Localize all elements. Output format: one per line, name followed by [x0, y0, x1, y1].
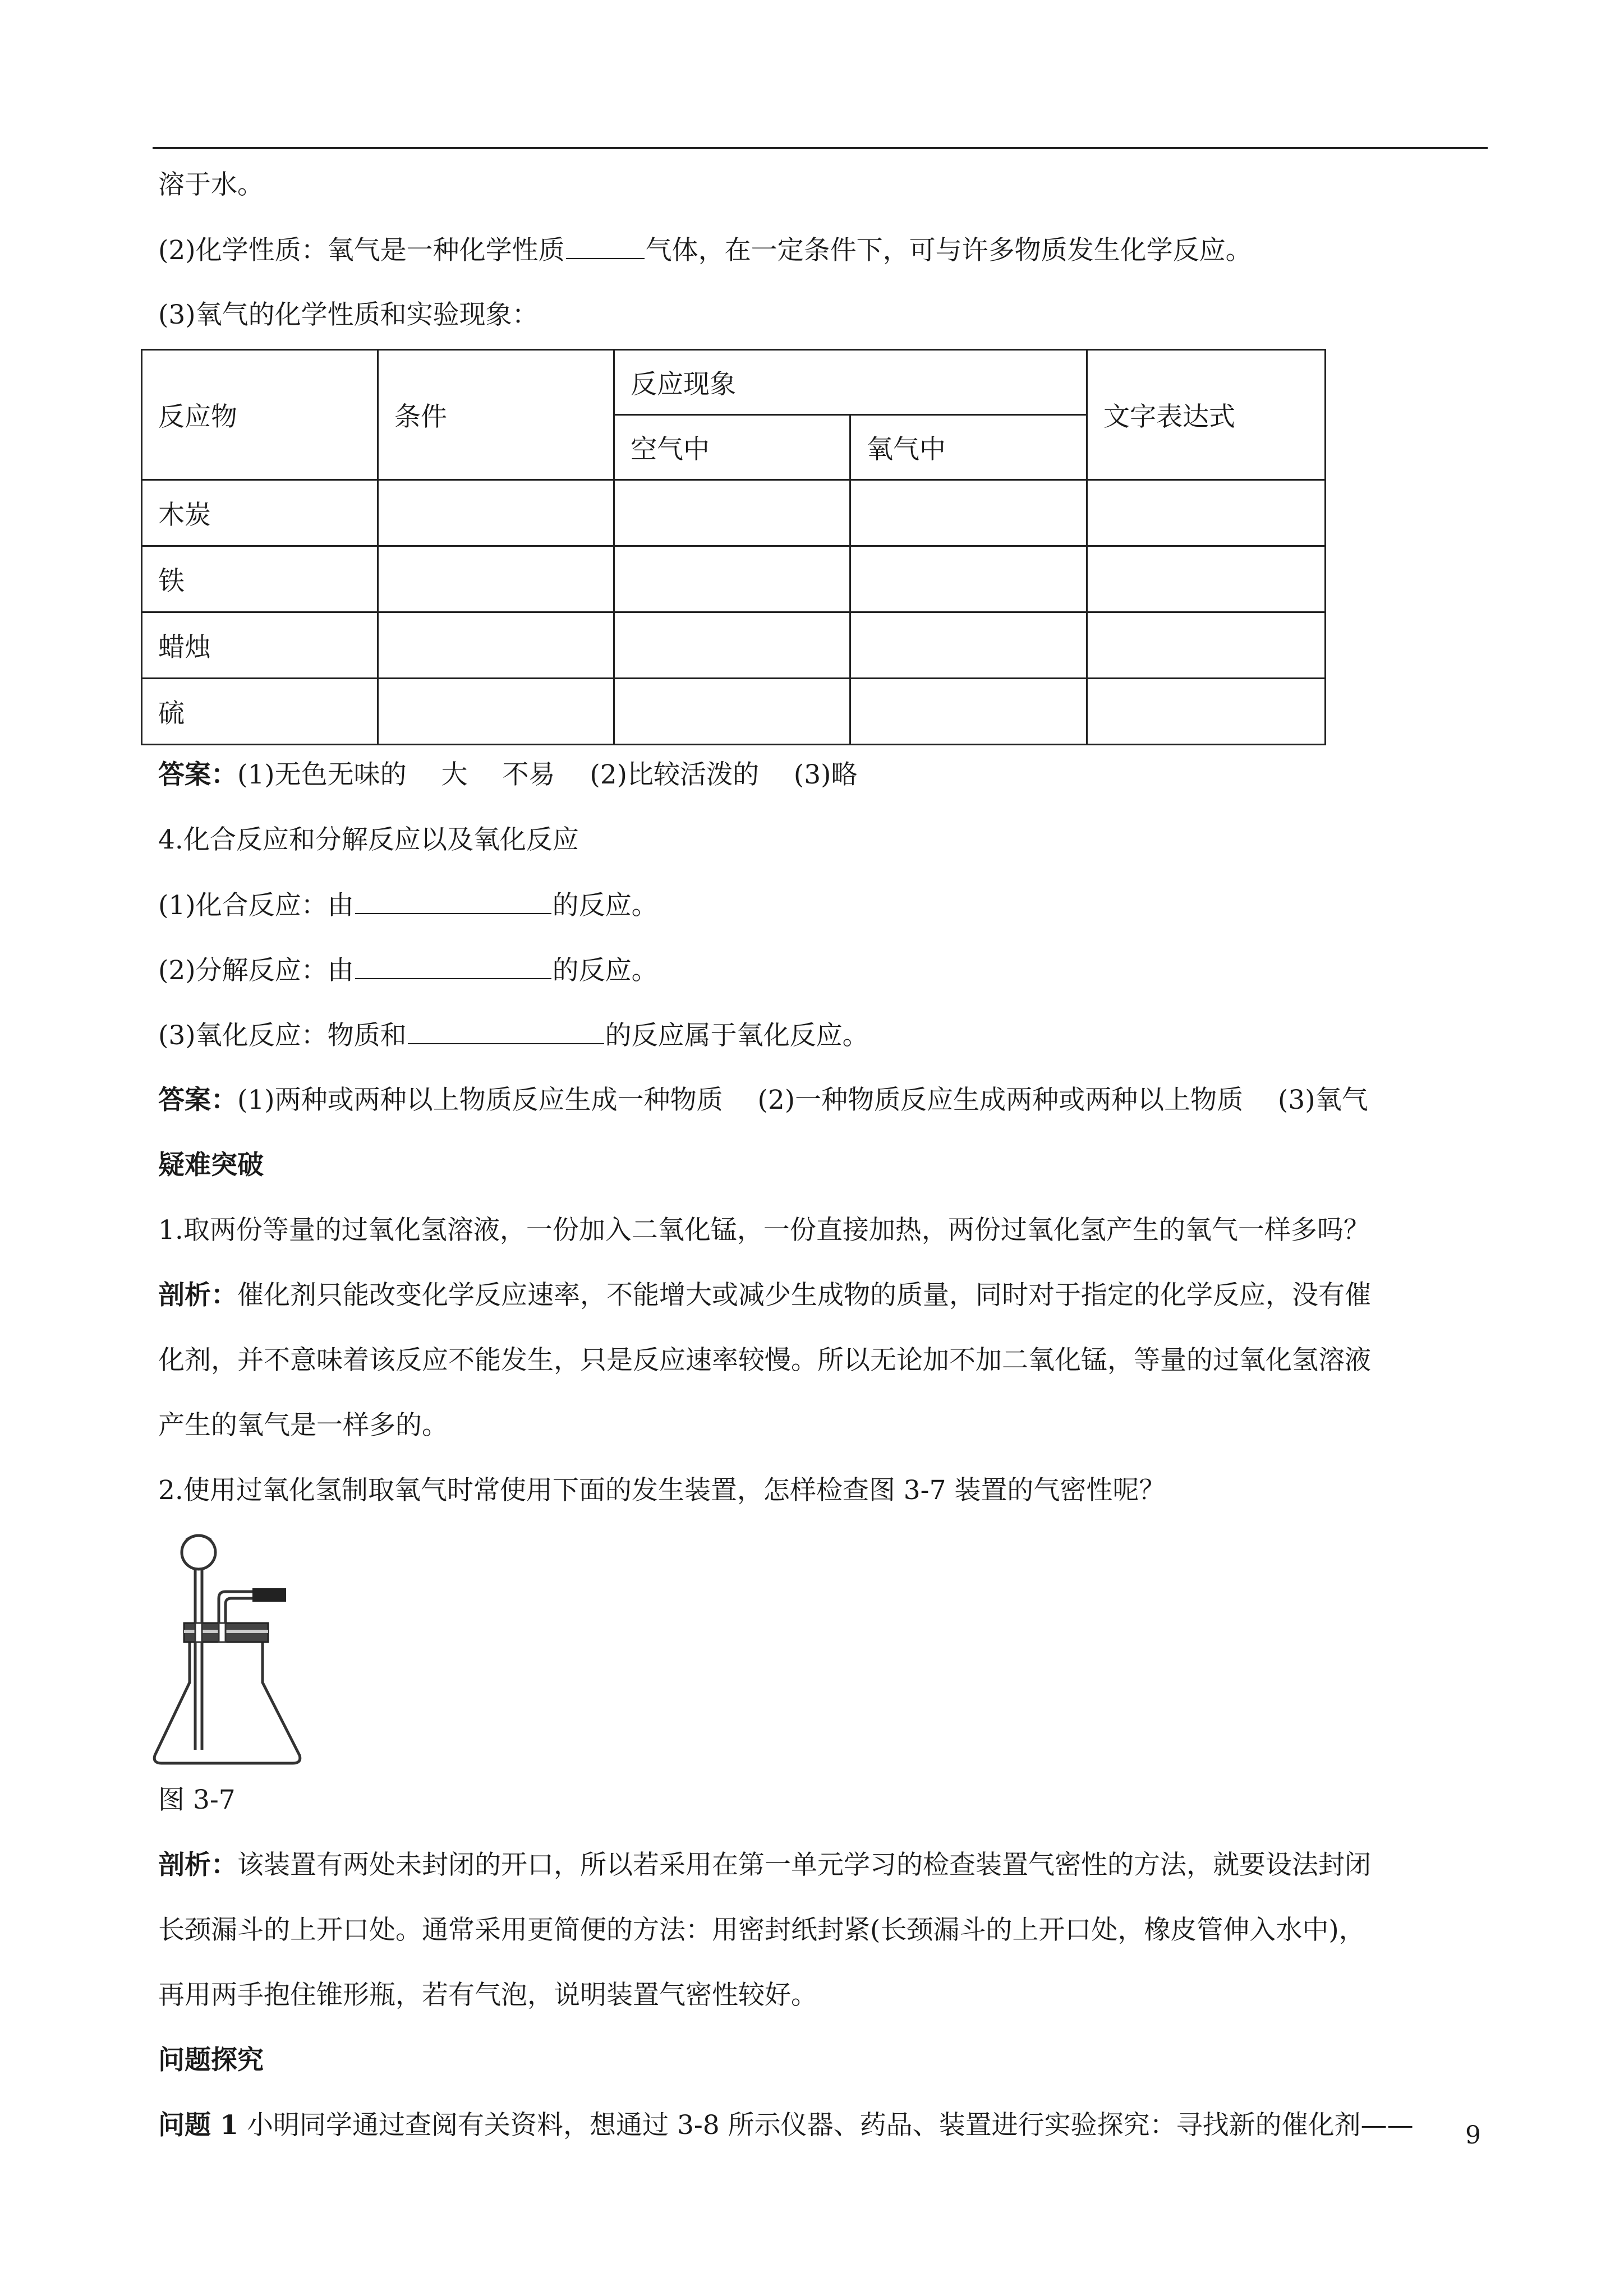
reactant-cell: 木炭 [142, 480, 378, 546]
reactant-cell: 铁 [142, 546, 378, 612]
figure-caption: 图 3-7 [158, 1785, 236, 1815]
text-line: (2)分解反应：由 的反应。 [158, 953, 658, 988]
header-in-oxygen: 氧气中 [850, 415, 1087, 480]
table-row [142, 480, 1326, 546]
text-line: 溶于水。 [158, 169, 264, 200]
analysis-line: 长颈漏斗的上开口处。通常采用更简便的方法：用密封纸封紧(长颈漏斗的上开口处，橡皮管伸入水中)， [158, 1915, 1365, 1945]
section-heading: 疑难突破 [158, 1150, 264, 1181]
text-line: (3)氧化反应：物质和 的反应属于氧化反应。 [158, 1018, 869, 1053]
question-line: 1.取两份等量的过氧化氢溶液，一份加入二氧化锰，一份直接加热，两份过氧化氢产生的氧气一样多吗？ [158, 1215, 1370, 1246]
header-reactant: 反应物 [142, 350, 378, 480]
header-in-air: 空气中 [614, 415, 850, 480]
page-number: 9 [1465, 2121, 1481, 2150]
question-line: 2.使用过氧化氢制取氧气时常使用下面的发生装置，怎样检查图 3-7 装置的气密性呢？ [158, 1475, 1166, 1506]
header-rule [153, 147, 1488, 149]
table-row [142, 679, 1326, 745]
header-equation: 文字表达式 [1087, 350, 1326, 480]
text-line: (1)化合反应：由 的反应。 [158, 888, 658, 923]
flask-apparatus-figure [147, 1514, 310, 1772]
answer-line: 答案：(1)两种或两种以上物质反应生成一种物质 (2)一种物质反应生成两种或两种以上物质 (3)氧气 [158, 1085, 1368, 1115]
analysis-line: 产生的氧气是一样多的。 [158, 1410, 448, 1441]
header-phenomenon: 反应现象 [614, 350, 1087, 415]
table-row [142, 612, 1326, 679]
text-line: (2)化学性质：氧气是一种化学性质 气体，在一定条件下，可与许多物质发生化学反应。 [158, 233, 1252, 268]
section-heading: 问题探究 [158, 2045, 264, 2076]
question-line: 问题 1 小明同学通过查阅有关资料，想通过 3-8 所示仪器、药品、装置进行实验探究：寻找新的催化剂—— [158, 2110, 1414, 2141]
analysis-line: 再用两手抱住锥形瓶，若有气泡，说明装置气密性较好。 [158, 1980, 817, 2011]
reactant-cell: 蜡烛 [142, 612, 378, 679]
fill-blank [408, 1018, 604, 1044]
analysis-line: 化剂，并不意味着该反应不能发生，只是反应速率较慢。所以无论加不加二氧化锰，等量的过氧化氢溶液 [158, 1345, 1371, 1376]
fill-blank [355, 953, 551, 979]
oxygen-properties-table [141, 349, 1326, 745]
fill-blank [566, 233, 645, 259]
analysis-line: 剖析：催化剂只能改变化学反应速率，不能增大或减少生成物的质量，同时对于指定的化学反应，没有催 [158, 1280, 1371, 1311]
header-condition: 条件 [378, 350, 614, 480]
table-row [142, 546, 1326, 612]
analysis-line: 剖析：该装置有两处未封闭的开口，所以若采用在第一单元学习的检查装置气密性的方法，就要设法封闭 [158, 1850, 1371, 1880]
text-line: 4.化合反应和分解反应以及氧化反应 [158, 824, 579, 855]
text-line: (3)氧气的化学性质和实验现象： [158, 299, 539, 330]
reactant-cell: 硫 [142, 679, 378, 745]
answer-line: 答案：(1)无色无味的 大 不易 (2)比较活泼的 (3)略 [158, 759, 858, 790]
fill-blank [355, 888, 551, 914]
